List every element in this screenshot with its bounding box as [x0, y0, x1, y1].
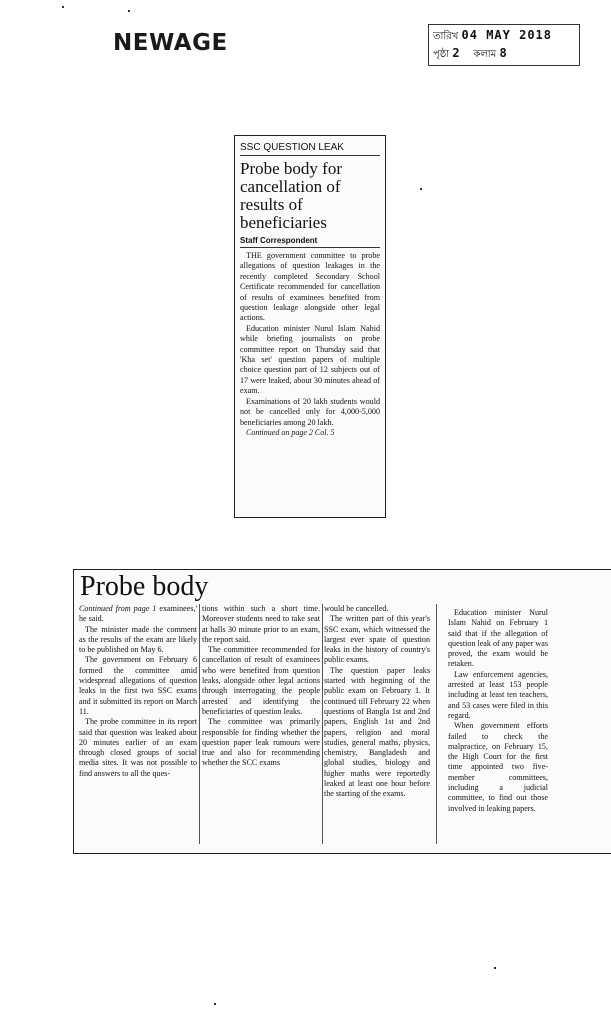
scan-speck [62, 6, 64, 8]
scan-speck [214, 1003, 216, 1005]
column-divider [199, 604, 200, 844]
article-column-4 [448, 608, 548, 814]
article-column-2 [202, 604, 320, 769]
article-column-1 [79, 604, 197, 779]
scan-speck [420, 188, 422, 190]
stamp-date-value: 04 MAY 2018 [461, 28, 553, 42]
continued-from-note: Continued from page 1 examinees,' he said. [79, 604, 197, 624]
stamp-date-row [433, 27, 575, 45]
article-paragraph: The probe committee in its report said that question was leaked about 20 minutes earlier of an exam through closed groups of social media sites. It was not possible to find answers to all the ques- [79, 717, 197, 778]
stamp-date-label: তারিখ [433, 31, 459, 42]
stamp-page-label: পৃষ্ঠা [433, 49, 450, 60]
stamp-page-value: 2 [452, 46, 461, 60]
scan-speck [128, 10, 130, 12]
article-paragraph: The question paper leaks started with beginning of the public exam on February 1. It continued till February 22 when questions of Bangla 1st and 2nd papers, English 1st and 2nd papers, religion and moral studies, general maths, physics, chemistry, Bangladesh and global studies, biology and higher maths were reportedly leaked at least one hour before the starting of the exams. [324, 665, 430, 799]
archive-date-stamp [428, 24, 580, 66]
article-paragraph: Education minister Nurul Islam Nahid while briefing journalists on probe committee report on Thursday said that 'Kha set' question papers of multiple choice question part of 12 subjects out of 17 were leaked, about 30 minutes ahead of exam. [240, 323, 380, 396]
article-paragraph: The committee was primarily responsible for finding whether the question paper leak rumours were true and also for recommending whether the SCC exams [202, 717, 320, 768]
article-paragraph: The written part of this year's SSC exam, which witnessed the largest ever spate of question leaks in the history of country's public exams. [324, 614, 430, 665]
article-paragraph: THE government committee to probe allegations of question leakages in the recently completed Secondary School Certificate recommended for cancellation of results of examinees benefited from question leakage alongside other legal actions. [240, 251, 380, 323]
article-paragraph: Law enforcement agencies, arrested at least 153 people including at least ten teachers, and 53 cases were filed in this regard. [448, 669, 548, 720]
article-paragraph: tions within such a short time. Moreover students need to take seat at halls 30 minute prior to an exam, the report said. [202, 604, 320, 644]
article-paragraph: The government on February 6 formed the committee amid widespread allegations of question leaks in the first two SSC exams and it submitted its report on March 11. [79, 655, 197, 716]
stamp-column-label: কলাম [473, 49, 497, 60]
news-clipping-front [234, 135, 386, 518]
article-paragraph: The minister made the comment as the results of the exam are likely to be published on May 6. [79, 624, 197, 655]
stamp-column-value: 8 [499, 46, 508, 60]
article-column-3 [324, 604, 430, 800]
column-divider [436, 604, 437, 844]
article-paragraph: Examinations of 20 lakh students would not be cancelled only for 4,000-5,000 beneficiaries among 20 lakh. [240, 396, 380, 427]
article-byline: Staff Correspondent [240, 236, 380, 248]
article-paragraph: Education minister Nurul Islam Nahid on February 1 said that if the allegation of question leak of any paper was proved, the exam would be retaken. [448, 608, 549, 669]
article-paragraph: The committee recommended for cancellation of result of examinees who were benefited from question leaks, alongside other legal actions through interrogating the people arrested and identifying the beneficiaries of question leaks. [202, 645, 320, 716]
article-paragraph: When government efforts failed to check the malpractice, on February 15, the High Court for the first time appointed two five-member committees, including a judicial committee, to find out those involved in leaking papers. [448, 721, 548, 813]
continued-note: Continued on page 2 Col. 5 [246, 427, 335, 437]
news-clipping-continuation [73, 569, 611, 854]
newspaper-masthead: NEWAGE [113, 30, 228, 56]
stamp-page-row [433, 45, 575, 63]
column-divider [322, 604, 323, 844]
article-paragraph: would be cancelled. [324, 604, 389, 613]
article-kicker: SSC QUESTION LEAK [240, 142, 380, 156]
scan-speck [494, 967, 496, 969]
article-headline: Probe body for cancellation of results of beneficiaries [240, 159, 342, 232]
article-body [240, 251, 380, 438]
continuation-headline: Probe body [80, 571, 209, 602]
